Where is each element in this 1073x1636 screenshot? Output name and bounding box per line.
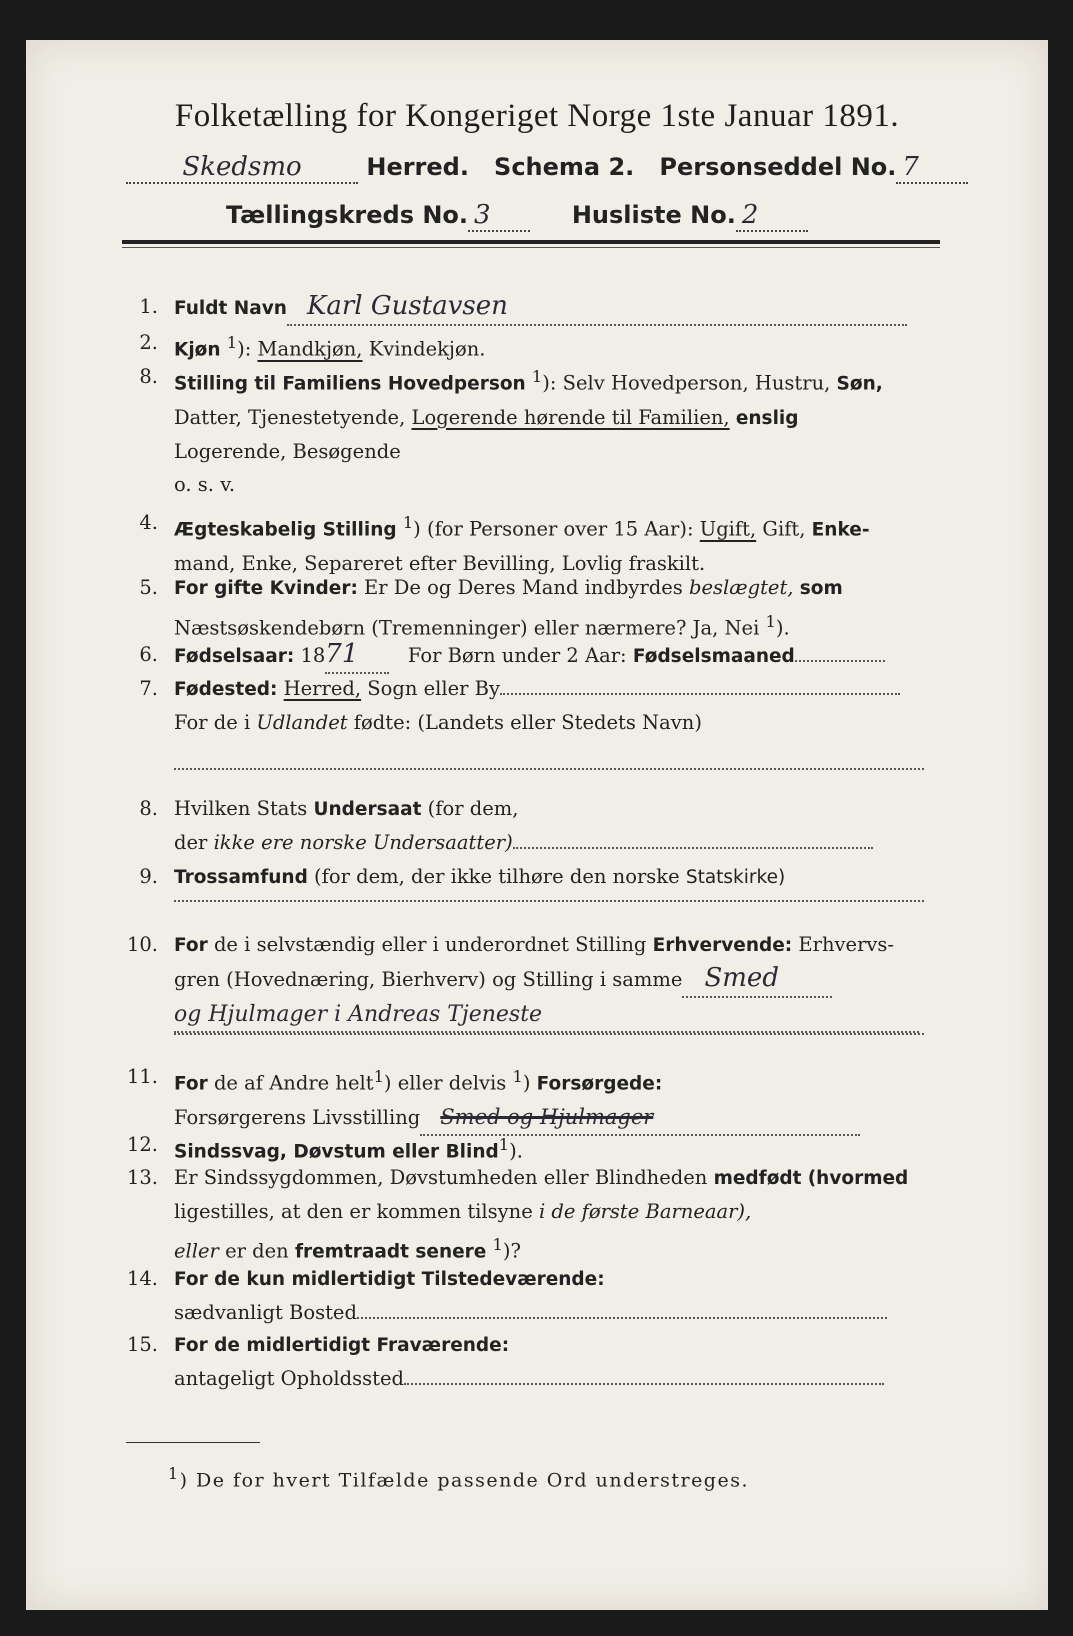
husliste-number: 2 (741, 200, 759, 230)
gender-female: Kvindekjøn. (368, 337, 486, 361)
blank-line (174, 900, 924, 902)
blank-line (174, 768, 924, 770)
full-name-label: Fuldt Navn (174, 298, 287, 319)
herred-name: Skedsmo (182, 152, 302, 182)
position-lodger-selected: Logerende hørende til Familien, (411, 405, 730, 429)
herred-label: Herred. (366, 153, 469, 181)
form-title: Folketælling for Kongeriget Norge 1ste Januar 1891. (174, 98, 900, 134)
personseddel-label: Personseddel No. (659, 153, 897, 181)
occupation-value-1: Smed (704, 963, 779, 993)
marital-unmarried-selected: Ugift, (699, 517, 757, 541)
footnote: $^1$) De for hvert Tilfælde passende Ord understreges. (168, 1464, 750, 1492)
gender-male-selected: Mandkjøn, (257, 337, 363, 361)
blank-line (174, 1033, 924, 1035)
census-form-sheet: Folketælling for Kongeriget Norge 1ste Januar 1891. Skedsmo Herred. Schema 2. Personseddel No. 7 Tællingskreds No. 3 Husliste No. 2 1. Fuldt Navn Karl Gustavsen 2. Kjøn $^1$): Mandkjøn, Kvindekjøn. 8. Stilling til Familiens Hovedperson $^1$): Selv Hovedperson, Hustru, Søn, Datter, Tjenestetyende, Logerende hørende til Familien, enslig Logerende, Besøgende o. s. v. 4. Ægteskabelig Stilling $^1$) (for Personer over 15 Aar): Ugift, Gift, Enke- mand, Enke, Separeret efter Bevilling, Lovlig fraskilt. 5. For gifte Kvinder: Er De og Deres Mand indbyrdes beslægtet, som Næstsøskendebørn (Tremenninger) eller nærmere? Ja, Nei $^1$). 6. Fødselsaar: 1871 For Børn under 2 Aar: Fødselsmaaned 7. Fødested: Herred, Sogn eller By For de i Udlandet fødte: (Landets eller Stedets Navn) 8. Hvilken Stats Undersaat (for dem, der ikke ere norske Undersaatter) 9. Trossamfund (for dem, der ikke tilhøre den norske Statskirke) 10. For de i selvstændig eller i underordnet Stilling Erhvervende: Erhvervs- gren (Hovednæring, Bierhverv) og Stilling i samme Smed og Hjulmager i Andreas Tjeneste 11. For de af Andre helt$^1$) eller delvis $^1$) Forsørgede: Forsørgerens Livsstilling Smed og Hjulmager 12. Sindssvag, Døvstum eller Blind$^1$). 13. Er Sindssygdommen, Døvstumheden eller Blindheden medfødt (hvormed ligestilles, at den er kommen tilsyne i de første Barneaar), eller er den fremtraadt senere $^1$)? 14. For de kun midlertidigt Tilstedeværende: sædvanligt Bosted 15. For de midlertidigt Fraværende: antageligt Opholdssted $^1$) De for hvert Tilfælde passende Ord understreges. (26, 40, 1048, 1610)
birthplace-herred-selected: Herred, (283, 677, 362, 700)
occupation-value-2: og Hjulmager i Andreas Tjeneste (174, 1002, 543, 1027)
provider-occupation-struck: Smed og Hjulmager (440, 1104, 654, 1129)
full-name-value: Karl Gustavsen (306, 291, 508, 321)
kreds-number: 3 (474, 200, 491, 230)
header-divider (122, 240, 940, 244)
husliste-label: Husliste No. (571, 201, 736, 229)
kreds-label: Tællingskreds No. (226, 201, 469, 229)
item-3-family-position: 8. Stilling til Familiens Hovedperson $^1$): Selv Hovedperson, Hustru, Søn, Datter, Tjenestetyende, Logerende hørende til Familien, enslig Logerende, Besøgende o. s. v. (139, 365, 883, 496)
birth-year-value: 71 (325, 639, 359, 669)
personseddel-number: 7 (902, 152, 919, 182)
header-line-kreds (226, 200, 808, 232)
footnote-divider (126, 1442, 260, 1443)
header-line-herred (126, 152, 968, 184)
schema-label: Schema 2. (494, 153, 635, 181)
header-divider-thin (122, 247, 940, 248)
